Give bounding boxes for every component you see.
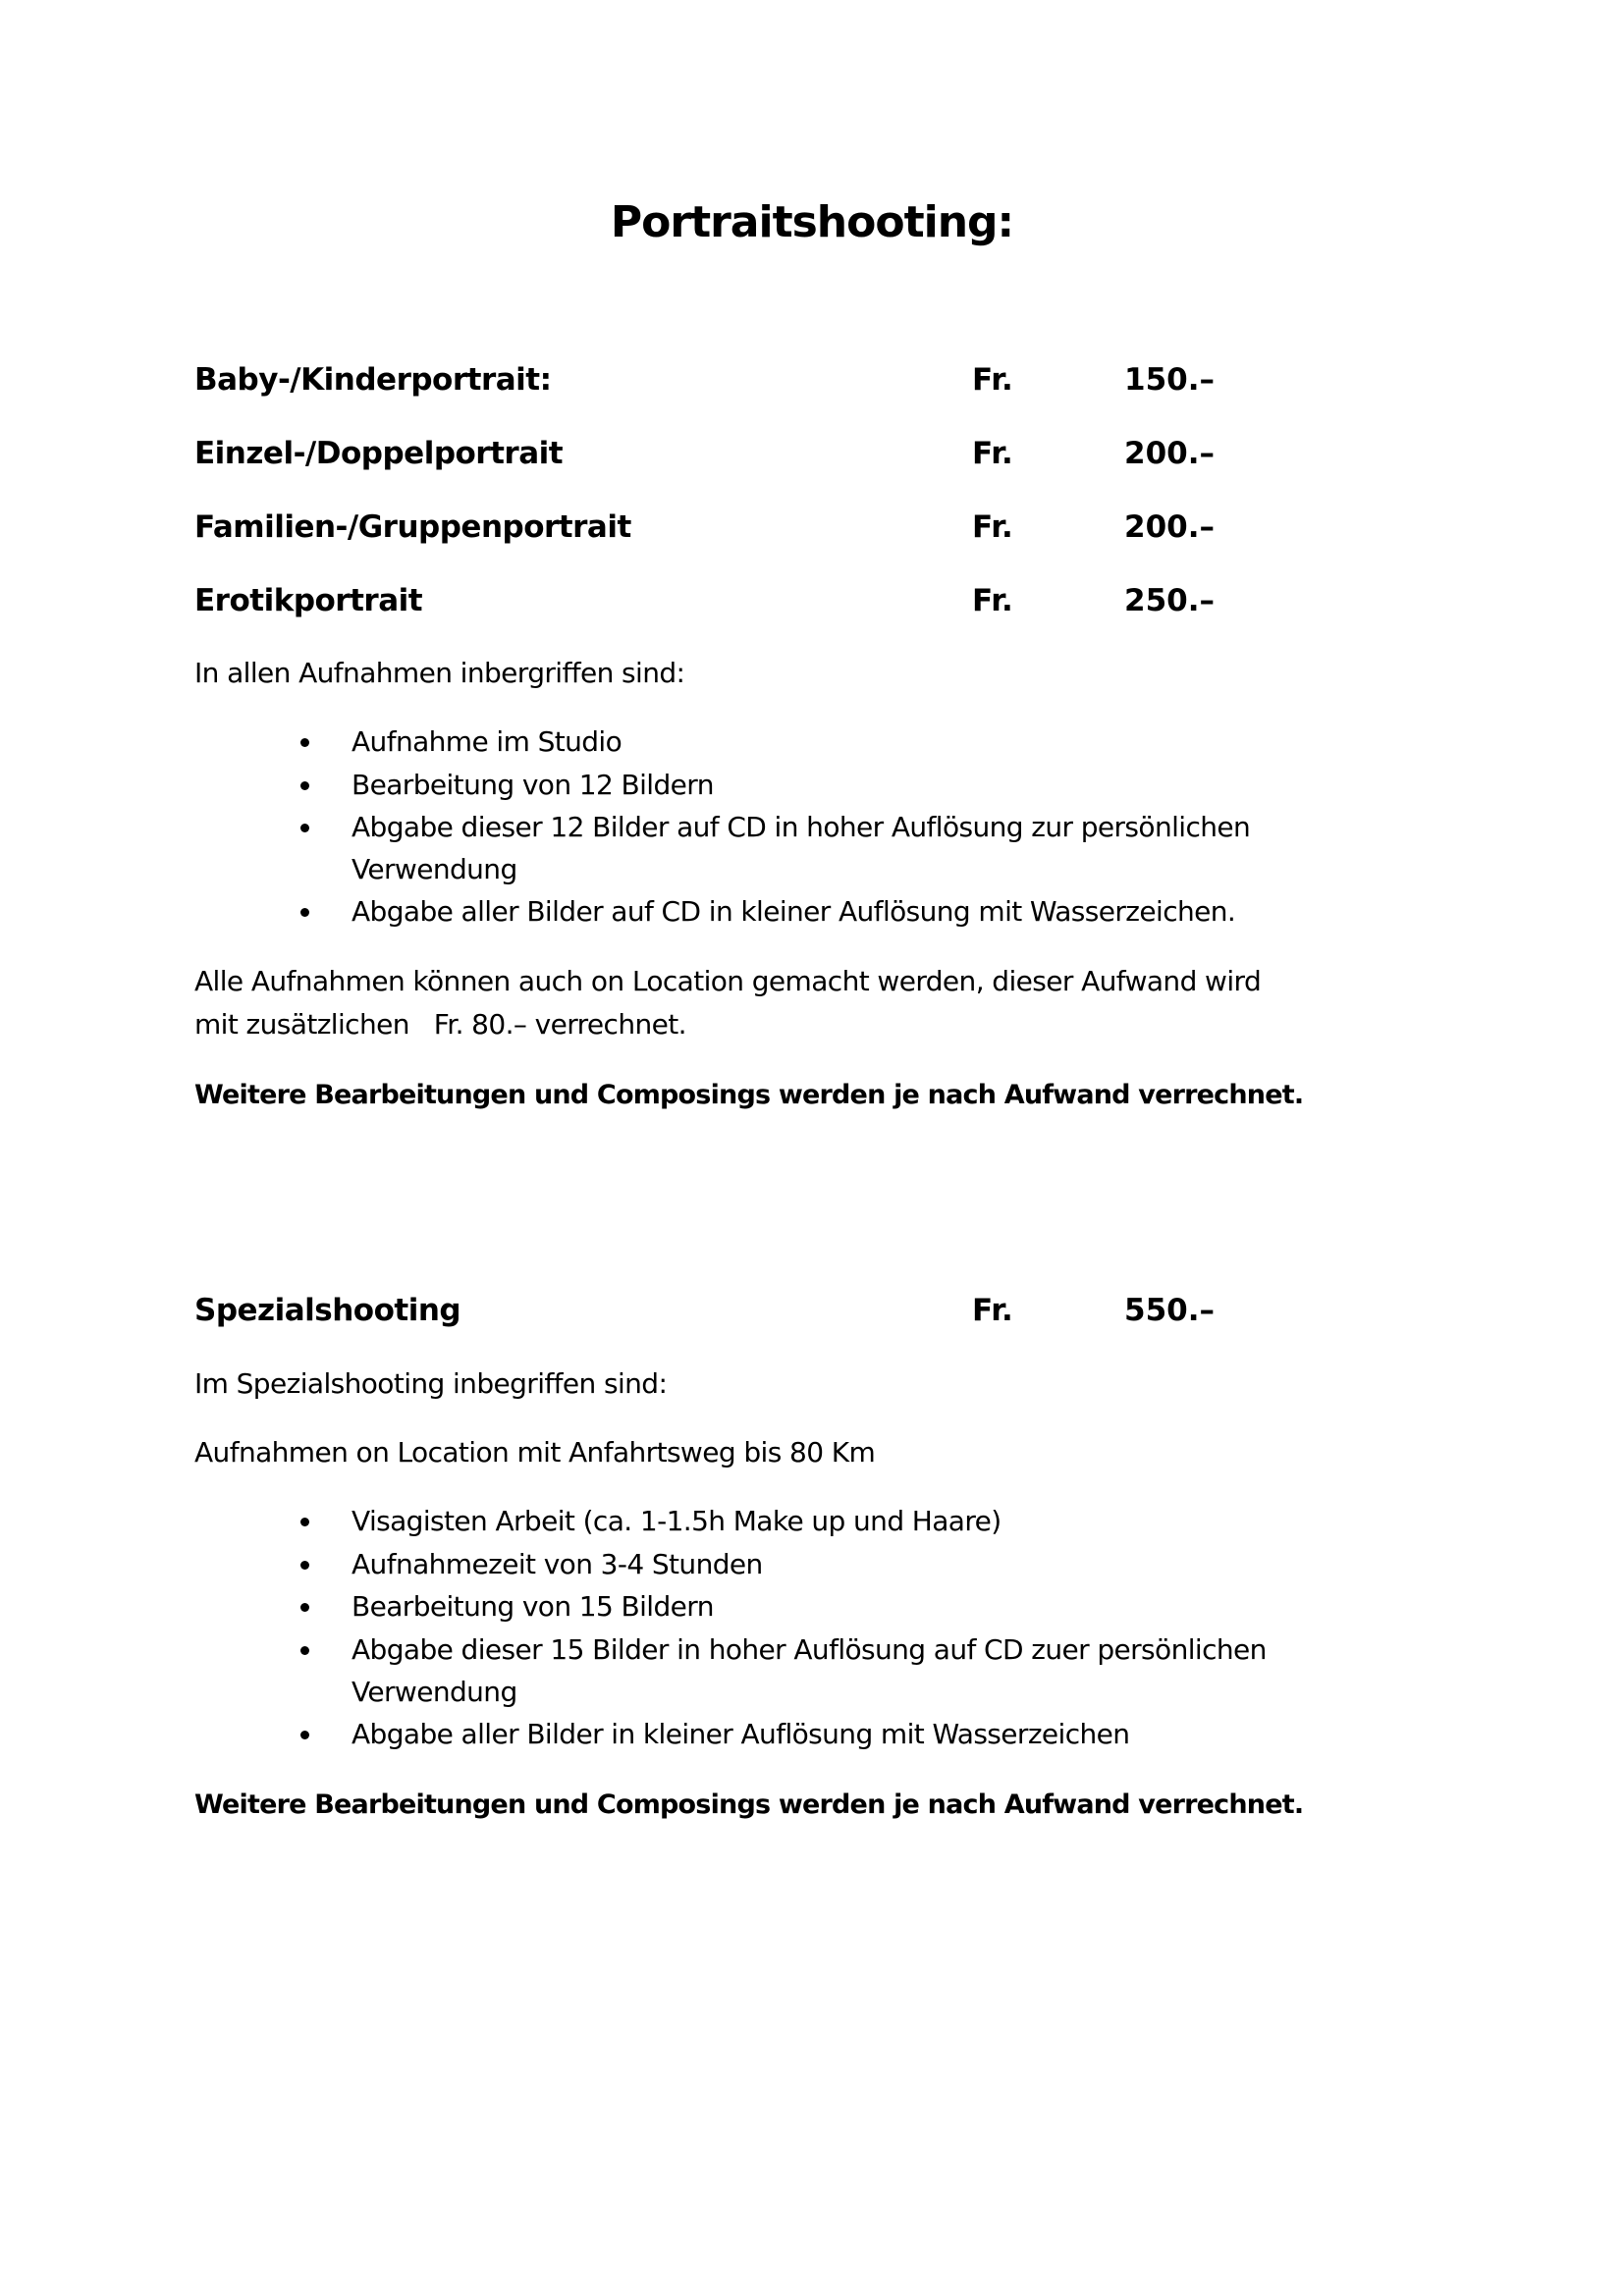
price-amount: 250.– (1124, 583, 1215, 618)
special-note: Weitere Bearbeitungen und Composings werden je nach Aufwand verrechnet. (194, 1789, 1304, 1820)
bullet-icon (300, 824, 309, 832)
price-label: Baby-/Kinderportrait: (194, 362, 552, 398)
bullet-icon (300, 1518, 309, 1526)
page-title: Portraitshooting: (610, 197, 1014, 247)
list-item: Abgabe aller Bilder auf CD in kleiner Auflösung mit Wasserzeichen. (352, 895, 1236, 928)
bullet-icon (300, 738, 309, 747)
location-paragraph-line: mit zusätzlichen Fr. 80.– verrechnet. (194, 1008, 686, 1041)
bullet-icon (300, 1603, 309, 1612)
bullet-icon (300, 781, 309, 790)
price-label: Familien-/Gruppenportrait (194, 509, 631, 545)
location-paragraph-line: Alle Aufnahmen können auch on Location gemacht werden, dieser Aufwand wird (194, 965, 1262, 997)
price-label: Einzel-/Doppelportrait (194, 436, 564, 471)
price-currency: Fr. (972, 583, 1013, 618)
price-amount: 200.– (1124, 509, 1215, 545)
bullet-icon (300, 1731, 309, 1739)
price-currency: Fr. (972, 1293, 1013, 1328)
bullet-icon (300, 1561, 309, 1570)
price-label: Spezialshooting (194, 1293, 461, 1328)
list-item: Visagisten Arbeit (ca. 1-1.5h Make up und Haare) (352, 1505, 1001, 1537)
list-item: Bearbeitung von 15 Bildern (352, 1590, 714, 1623)
price-label: Erotikportrait (194, 583, 423, 618)
list-item-continuation: Verwendung (352, 853, 517, 885)
price-currency: Fr. (972, 509, 1013, 545)
portrait-intro: In allen Aufnahmen inbergriffen sind: (194, 657, 685, 689)
price-amount: 200.– (1124, 436, 1215, 471)
list-item-continuation: Verwendung (352, 1676, 517, 1708)
list-item: Bearbeitung von 12 Bildern (352, 769, 714, 801)
list-item: Abgabe dieser 12 Bilder auf CD in hoher Auflösung zur persönlichen (352, 811, 1251, 843)
special-intro: Im Spezialshooting inbegriffen sind: (194, 1367, 668, 1400)
portrait-note: Weitere Bearbeitungen und Composings werden je nach Aufwand verrechnet. (194, 1080, 1304, 1110)
list-item: Abgabe aller Bilder in kleiner Auflösung mit Wasserzeichen (352, 1718, 1130, 1750)
list-item: Abgabe dieser 15 Bilder in hoher Auflösung auf CD zuer persönlichen (352, 1633, 1267, 1666)
special-location: Aufnahmen on Location mit Anfahrtsweg bis 80 Km (194, 1436, 876, 1468)
list-item: Aufnahmezeit von 3-4 Stunden (352, 1548, 763, 1580)
list-item: Aufnahme im Studio (352, 725, 623, 758)
bullet-icon (300, 908, 309, 917)
bullet-icon (300, 1646, 309, 1655)
price-amount: 150.– (1124, 362, 1215, 398)
price-currency: Fr. (972, 362, 1013, 398)
price-currency: Fr. (972, 436, 1013, 471)
price-amount: 550.– (1124, 1293, 1215, 1328)
